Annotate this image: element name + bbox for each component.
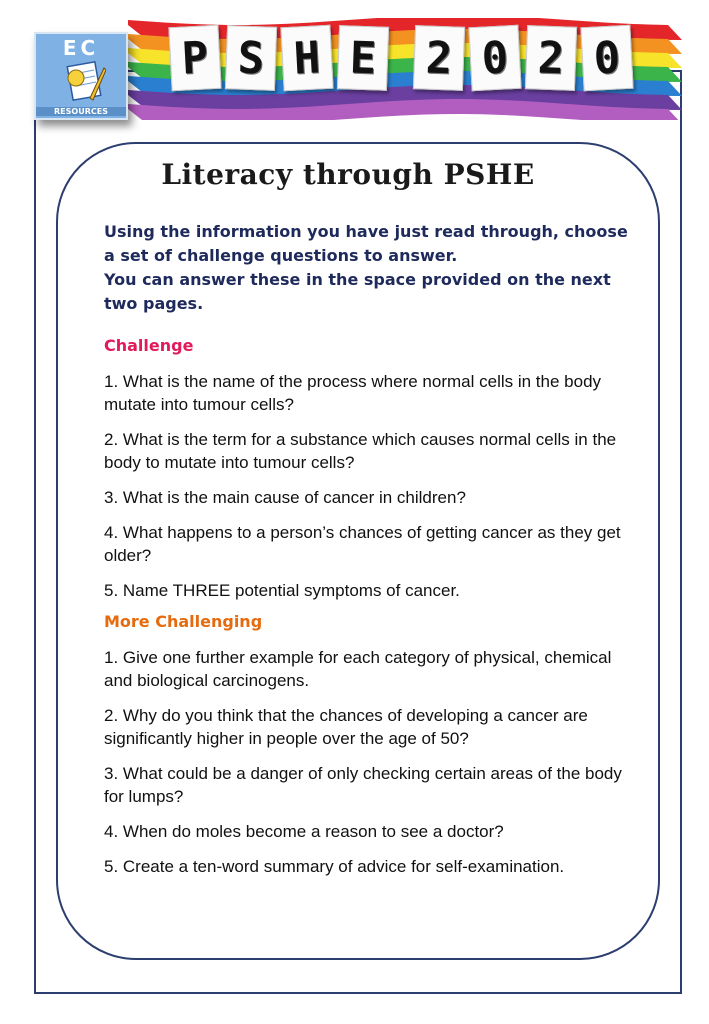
banner-letter: P xyxy=(168,25,221,92)
logo-subtext: RESOURCES xyxy=(36,107,126,116)
more-challenging-questions xyxy=(104,646,644,890)
question-item: 3. What is the main cause of cancer in children? xyxy=(104,488,466,507)
banner-letter: 0 xyxy=(468,25,521,92)
banner-letter: 2 xyxy=(525,25,577,91)
banner-letter: S xyxy=(225,25,277,91)
banner-letter: 2 xyxy=(413,25,465,91)
banner-letter: H xyxy=(280,25,333,92)
question-item: 1. What is the name of the process where normal cells in the body mutate into tumour cells? xyxy=(104,372,602,414)
pencil-notepad-icon xyxy=(60,60,106,104)
logo-text: EC xyxy=(62,36,100,60)
question-item: 4. What happens to a person’s chances of getting cancer as they get older? xyxy=(104,523,621,565)
banner-space xyxy=(392,26,409,89)
banner-title xyxy=(170,26,632,98)
card-title: Literacy through PSHE xyxy=(161,158,535,191)
more-challenging-heading: More Challenging xyxy=(104,612,263,631)
banner-letter: E xyxy=(337,25,389,91)
question-item: 5. Create a ten-word summary of advice for self-examination. xyxy=(104,857,565,876)
challenge-heading: Challenge xyxy=(104,336,194,355)
question-item: 2. Why do you think that the chances of developing a cancer are significantly higher in people over the age of 50? xyxy=(104,706,588,748)
banner-letter: 0 xyxy=(580,25,633,92)
intro-paragraph: You can answer these in the space provided on the next two pages. xyxy=(104,270,611,313)
ec-resources-logo xyxy=(34,32,128,120)
question-item: 5. Name THREE potential symptoms of cancer. xyxy=(104,581,460,600)
question-item: 2. What is the term for a substance which causes normal cells in the body to mutate into tumour cells? xyxy=(104,430,617,472)
question-item: 1. Give one further example for each category of physical, chemical and biological carcinogens. xyxy=(104,648,612,690)
challenge-questions xyxy=(104,370,644,614)
intro-text xyxy=(104,220,634,316)
question-item: 3. What could be a danger of only checking certain areas of the body for lumps? xyxy=(104,764,622,806)
content-card xyxy=(56,142,660,960)
intro-paragraph: Using the information you have just read through, choose a set of challenge questions to answer. xyxy=(104,222,628,265)
question-item: 4. When do moles become a reason to see a doctor? xyxy=(104,822,504,841)
